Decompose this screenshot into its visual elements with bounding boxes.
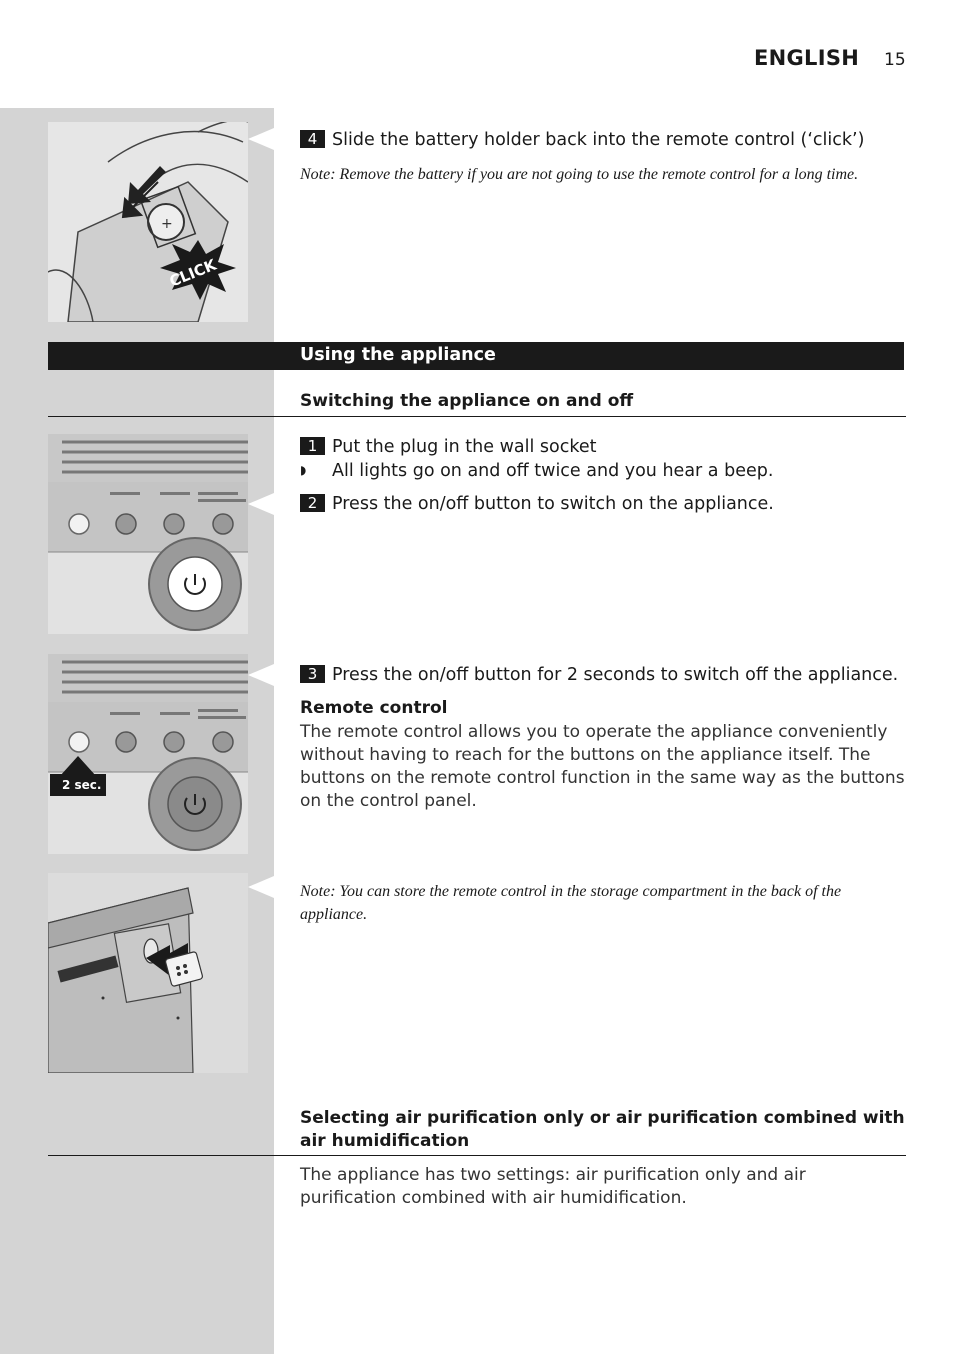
step-2 <box>300 493 774 515</box>
subheading-switching: Switching the appliance on and off <box>300 391 634 411</box>
battery-holder-click-illustration <box>48 122 248 322</box>
remote-storage-compartment-illustration <box>48 873 248 1073</box>
step-number: 4 <box>300 130 325 148</box>
section-title: Using the appliance <box>300 345 496 365</box>
callout-notch <box>248 493 274 515</box>
control-panel-power-hold-illustration <box>48 654 248 854</box>
subheading-remote-control: Remote control <box>300 698 448 718</box>
purification-body: The appliance has two settings: air purification only and air purification combined with air humidification. <box>300 1165 806 1208</box>
step-text: Press the on/off button for 2 seconds to switch off the appliance. <box>332 665 899 685</box>
step-number: 2 <box>300 494 325 512</box>
storage-note: Note: You can store the remote control in the storage compartment in the back of the appliance. <box>300 883 842 923</box>
step-text: Slide the battery holder back into the remote control (‘click’) <box>332 130 865 150</box>
section-bar <box>48 342 904 370</box>
svg-text:+: + <box>161 216 173 232</box>
subheading-purification: Selecting air purification only or air purification combined with air humidification <box>300 1108 905 1151</box>
callout-notch <box>248 664 274 686</box>
control-panel-power-button-illustration <box>48 434 248 634</box>
step-text: Put the plug in the wall socket <box>332 437 597 457</box>
callout-notch <box>248 876 274 898</box>
step-text: Press the on/off button to switch on the appliance. <box>332 494 774 514</box>
hold-duration-label: 2 sec. <box>62 778 102 792</box>
step-4 <box>300 129 864 151</box>
battery-note: Note: Remove the battery if you are not going to use the remote control for a long time. <box>300 166 859 183</box>
step-number: 1 <box>300 437 325 455</box>
bullet-marker-icon: ◗ <box>300 463 307 477</box>
heading-rule <box>48 1155 906 1156</box>
result-bullet <box>300 459 773 482</box>
callout-notch <box>248 128 274 150</box>
page-number: 15 <box>884 50 906 70</box>
remote-control-body: The remote control allows you to operate the appliance conveniently without having to reach for the buttons on the appliance itself. The buttons on the remote control function in the same way as the buttons on the control panel. <box>300 722 905 811</box>
click-label: CLICK <box>166 255 219 291</box>
step-number: 3 <box>300 665 325 683</box>
step-3 <box>300 664 898 686</box>
language-label: ENGLISH <box>754 46 860 70</box>
step-1 <box>300 436 596 458</box>
heading-rule <box>48 416 906 417</box>
bullet-text: All lights go on and off twice and you hear a beep. <box>332 461 774 481</box>
